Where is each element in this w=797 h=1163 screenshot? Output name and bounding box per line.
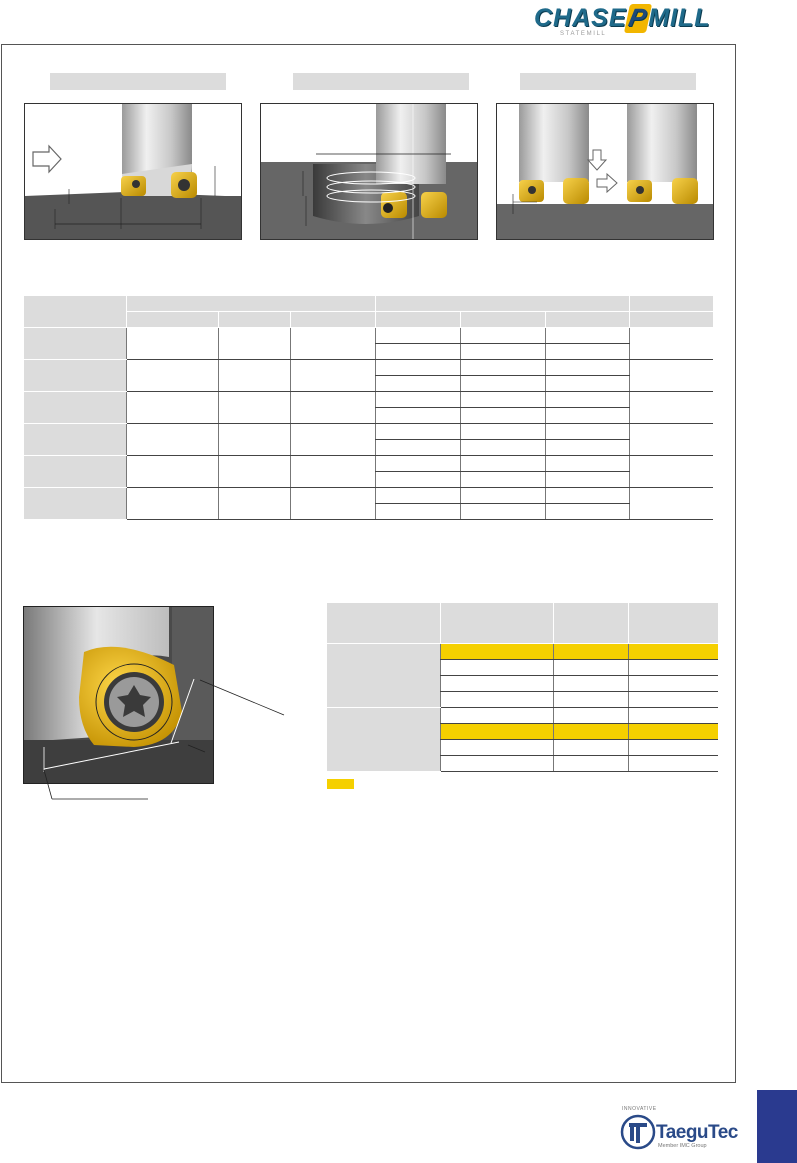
logo-subtext: S T A T E M I L L — [560, 31, 605, 37]
table-cell — [375, 392, 460, 408]
table-cell — [126, 392, 218, 424]
plunging-drawing — [497, 104, 714, 240]
table-row — [327, 708, 718, 724]
logo-part-p: P — [623, 4, 651, 33]
insert-callout-lines — [40, 660, 290, 805]
table-cell — [460, 328, 545, 344]
row-header-cell — [24, 360, 126, 392]
table-cell — [553, 644, 628, 660]
table-cell — [629, 360, 713, 392]
table-cell — [545, 392, 629, 408]
table-header — [440, 603, 553, 644]
table-cell — [460, 408, 545, 424]
group-header-cell — [327, 644, 440, 708]
table-row — [24, 424, 713, 440]
table-cell — [375, 472, 460, 488]
ramping-illustration — [24, 103, 242, 240]
table-cell — [290, 360, 375, 392]
taegutec-logo — [618, 1108, 743, 1152]
table-cell — [545, 504, 629, 520]
table-cell — [126, 328, 218, 360]
brand-name: TaeguTec — [656, 1122, 738, 1143]
table-subheader — [218, 312, 290, 328]
table-row — [24, 488, 713, 504]
table-cell — [126, 456, 218, 488]
taegutec-emblem-icon — [618, 1108, 658, 1152]
table-cell — [553, 676, 628, 692]
table-subheader-row — [24, 312, 713, 328]
table-cell — [553, 660, 628, 676]
table-cell — [629, 488, 713, 520]
table-cell — [628, 724, 718, 740]
table-corner-header — [24, 296, 126, 328]
table-cell — [375, 344, 460, 360]
table-subheader — [460, 312, 545, 328]
table-cell — [375, 440, 460, 456]
table-cell — [440, 708, 553, 724]
table-cell — [440, 740, 553, 756]
table-cell — [629, 392, 713, 424]
table-cell — [460, 344, 545, 360]
table-cell — [375, 488, 460, 504]
table-cell — [553, 724, 628, 740]
table-cell — [375, 456, 460, 472]
table-row — [24, 328, 713, 344]
table-cell — [628, 708, 718, 724]
helical-interpolation-illustration — [260, 103, 478, 240]
table-cell — [628, 660, 718, 676]
table-subheader — [290, 312, 375, 328]
chasemill-logo-wordmark — [534, 4, 711, 33]
table-cell — [126, 360, 218, 392]
table-cell — [126, 488, 218, 520]
table-cell — [218, 456, 290, 488]
group-header-cell — [327, 708, 440, 772]
table-cell — [290, 392, 375, 424]
table-header — [327, 603, 440, 644]
table-cell — [290, 488, 375, 520]
table-cell — [375, 328, 460, 344]
row-header-cell — [24, 456, 126, 488]
table-cell — [375, 408, 460, 424]
table-cell — [218, 360, 290, 392]
table-cell — [628, 740, 718, 756]
table-cell — [218, 328, 290, 360]
table-cell — [218, 392, 290, 424]
table-cell — [545, 344, 629, 360]
table-subheader — [545, 312, 629, 328]
table-cell — [628, 756, 718, 772]
table-cell — [460, 392, 545, 408]
table-cell — [440, 660, 553, 676]
table-cell — [545, 408, 629, 424]
brand-tagline: INNOVATIVE — [622, 1106, 657, 1112]
table-cell — [460, 456, 545, 472]
table-cell — [126, 424, 218, 456]
section-side-tab — [757, 1090, 797, 1163]
table-cell — [460, 488, 545, 504]
table-subheader — [629, 312, 713, 328]
table-cell — [440, 644, 553, 660]
row-header-cell — [24, 424, 126, 456]
row-header-cell — [24, 488, 126, 520]
table-header-row — [327, 603, 718, 644]
table-group-header — [126, 296, 375, 312]
logo-part-mill: MILL — [648, 4, 711, 32]
brand-subtitle: Member IMC Group — [658, 1143, 707, 1149]
table-group-header — [629, 296, 713, 312]
table-cell — [460, 472, 545, 488]
table-cell — [628, 676, 718, 692]
table-cell — [460, 504, 545, 520]
table-cell — [629, 456, 713, 488]
table-cell — [440, 756, 553, 772]
insert-grade-table — [327, 603, 718, 772]
table-cell — [545, 488, 629, 504]
table-cell — [553, 740, 628, 756]
table-cell — [460, 360, 545, 376]
row-header-cell — [24, 328, 126, 360]
table-subheader — [126, 312, 218, 328]
ramping-drawing — [25, 104, 242, 240]
table-cell — [628, 644, 718, 660]
logo-part-chase: CHASE — [534, 4, 627, 32]
table-header — [628, 603, 718, 644]
table-row — [24, 456, 713, 472]
table-cell — [553, 756, 628, 772]
figure-caption-bar-3 — [520, 73, 696, 90]
row-header-cell — [24, 392, 126, 424]
table-cell — [460, 440, 545, 456]
table-cell — [218, 488, 290, 520]
table-row-highlighted — [327, 644, 718, 660]
table-cell — [629, 424, 713, 456]
table-cell — [375, 360, 460, 376]
table-cell — [629, 328, 713, 360]
table-cell — [545, 472, 629, 488]
table-cell — [545, 456, 629, 472]
table-cell — [460, 376, 545, 392]
table-cell — [290, 328, 375, 360]
plunging-illustration — [496, 103, 714, 240]
table-cell — [218, 424, 290, 456]
table-cell — [440, 676, 553, 692]
table-cell — [460, 424, 545, 440]
helical-drawing — [261, 104, 478, 240]
table-subheader — [375, 312, 460, 328]
table-header — [553, 603, 628, 644]
table-cell — [553, 692, 628, 708]
chasemill-logo — [534, 2, 740, 40]
table-cell — [375, 424, 460, 440]
table-cell — [440, 692, 553, 708]
table-group-header — [375, 296, 629, 312]
table-group-header-row — [24, 296, 713, 312]
table-cell — [440, 724, 553, 740]
table-cell — [375, 376, 460, 392]
table-cell — [545, 376, 629, 392]
figure-caption-bar-2 — [293, 73, 469, 90]
table-cell — [375, 504, 460, 520]
table-cell — [290, 456, 375, 488]
table-cell — [545, 440, 629, 456]
table-cell — [545, 328, 629, 344]
table-cell — [553, 708, 628, 724]
cutting-conditions-table — [24, 296, 713, 520]
table-row — [24, 360, 713, 376]
table-cell — [290, 424, 375, 456]
table-cell — [628, 692, 718, 708]
table-cell — [545, 424, 629, 440]
table-cell — [545, 360, 629, 376]
highlight-legend-swatch — [327, 779, 354, 789]
figure-caption-bar-1 — [50, 73, 226, 90]
table-row — [24, 392, 713, 408]
